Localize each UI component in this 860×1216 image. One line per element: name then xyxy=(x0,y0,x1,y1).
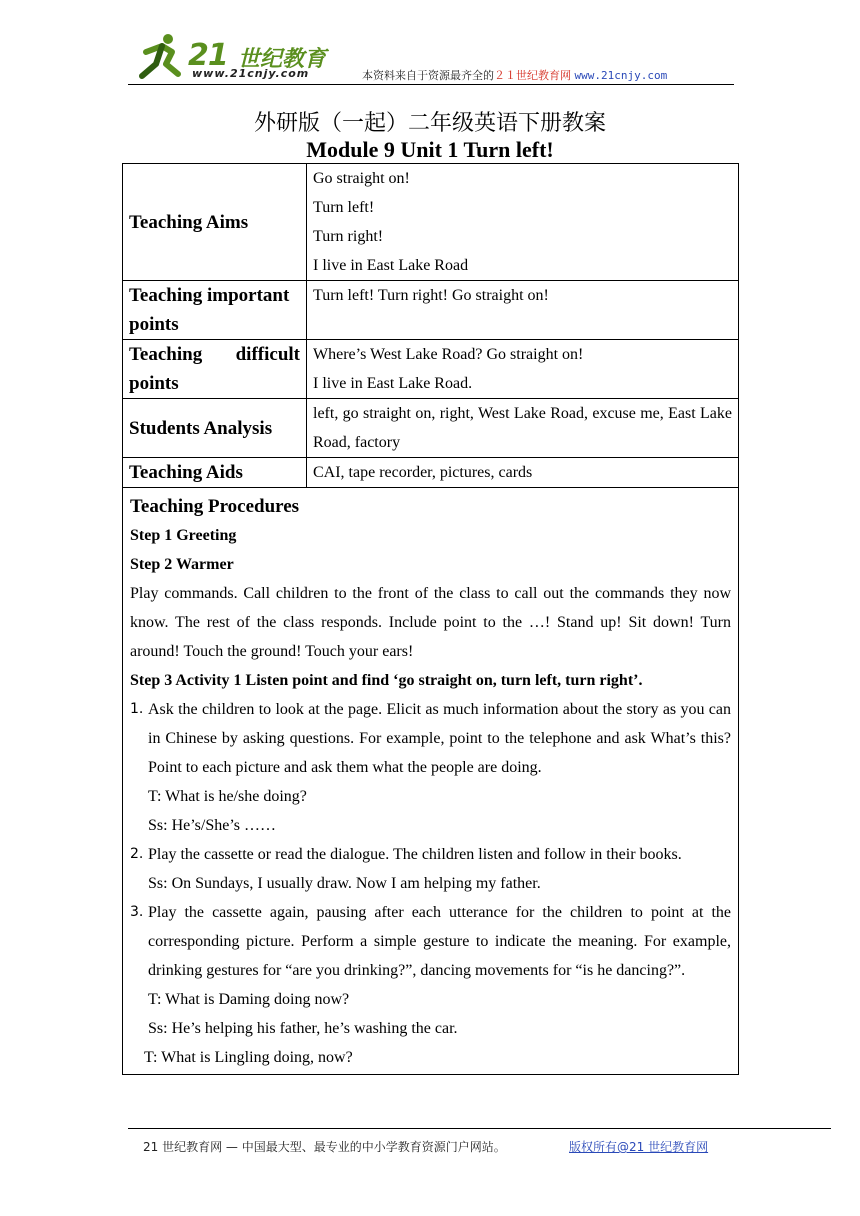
row-value xyxy=(307,164,739,281)
value-line: I live in East Lake Road xyxy=(313,257,469,274)
footer-text: 21 世纪教育网 — 中国最大型、最专业的中小学教育资源门户网站。 xyxy=(143,1140,506,1154)
step-heading: Step 1 Greeting xyxy=(130,527,237,544)
value-line: left, go straight on, right, West Lake Road, excuse me, East Lake Road, factory xyxy=(313,405,732,451)
footer-copyright-link[interactable]: 版权所有@21 世纪教育网 xyxy=(569,1140,709,1154)
value-line: Turn left! xyxy=(313,199,375,216)
list-number: 1. xyxy=(130,701,144,717)
header-note-prefix: 本资料来自于资源最齐全的 xyxy=(362,69,494,82)
list-item xyxy=(130,898,731,985)
dialogue-line: Ss: He’s/She’s …… xyxy=(148,817,277,834)
row-label: Teaching difficult points xyxy=(123,340,307,399)
procedures-cell xyxy=(123,488,739,1075)
row-value xyxy=(307,281,739,340)
list-item-text: Play the cassette or read the dialogue. The children listen and follow in their books. xyxy=(148,846,682,863)
value-line: I live in East Lake Road. xyxy=(313,375,473,392)
step-heading: Step 3 Activity 1 Listen point and find ‘go straight on, turn left, turn right’. xyxy=(130,672,643,689)
row-value xyxy=(307,399,739,458)
row-label: Teaching Aims xyxy=(123,164,307,281)
logo-text: 世纪教育 xyxy=(238,47,327,72)
value-line: Turn right! xyxy=(313,228,384,245)
lesson-plan-table xyxy=(122,163,739,1075)
value-line: Where’s West Lake Road? Go straight on! xyxy=(313,346,584,363)
row-value xyxy=(307,458,739,488)
value-line: Turn left! Turn right! Go straight on! xyxy=(313,287,549,304)
list-item-text: Ask the children to look at the page. Elicit as much information about the story as you can in Chinese by asking questions. For example, point to the telephone and ask What’s this? Point to each picture and ask them what the people are doing. xyxy=(148,701,731,776)
document-title-chinese: 外研版（一起）二年级英语下册教案 xyxy=(253,111,606,136)
document-title-english: Module 9 Unit 1 Turn left! xyxy=(306,137,554,162)
procedures-title: Teaching Procedures xyxy=(130,496,300,517)
header-note xyxy=(362,67,667,83)
value-line: CAI, tape recorder, pictures, cards xyxy=(313,464,533,481)
table-row-important-points xyxy=(123,281,739,340)
row-label: Students Analysis xyxy=(123,399,307,458)
logo-number: 21 xyxy=(188,38,228,73)
value-line: Go straight on! xyxy=(313,170,410,187)
list-number: 2. xyxy=(130,846,144,862)
row-label: Teaching important points xyxy=(123,281,307,340)
table-row-procedures xyxy=(123,488,739,1075)
header-site-link[interactable]: ２１世纪教育网 xyxy=(494,69,571,82)
list-item-text: Play the cassette again, pausing after each utterance for the children to point at the corresponding picture. Perform a simple gesture to indicate the meaning. For example, drinking gestures for “are you drinking?”, dancing movements for “is he dancing?”. xyxy=(148,904,731,979)
table-row-students-analysis xyxy=(123,399,739,458)
step-heading: Step 2 Warmer xyxy=(130,556,234,573)
table-row-teaching-aids xyxy=(123,458,739,488)
list-item xyxy=(130,840,731,869)
row-value xyxy=(307,340,739,399)
header-divider xyxy=(128,84,734,85)
dialogue-line: Ss: He’s helping his father, he’s washing the car. xyxy=(148,1020,458,1037)
list-item xyxy=(130,695,731,782)
dialogue-line: T: What is he/she doing? xyxy=(148,788,307,805)
dialogue-line: T: What is Daming doing now? xyxy=(148,991,350,1008)
site-logo xyxy=(138,30,338,82)
list-number: 3. xyxy=(130,904,144,920)
footer-divider xyxy=(128,1128,831,1129)
warmer-paragraph: Play commands. Call children to the front of the class to call out the commands they now know. The rest of the class responds. Include point to the …! Stand up! Sit down! Turn around! Touch the ground! Touch your ears! xyxy=(130,585,731,660)
row-label: Teaching Aids xyxy=(123,458,307,488)
dialogue-line: Ss: On Sundays, I usually draw. Now I am helping my father. xyxy=(148,875,541,892)
logo-url: www.21cnjy.com xyxy=(192,67,310,80)
table-row-teaching-aims xyxy=(123,164,739,281)
table-row-difficult-points xyxy=(123,340,739,399)
header-url-link[interactable]: www.21cnjy.com xyxy=(574,69,668,82)
running-figure-icon xyxy=(138,30,188,82)
dialogue-line: T: What is Lingling doing, now? xyxy=(144,1049,353,1066)
